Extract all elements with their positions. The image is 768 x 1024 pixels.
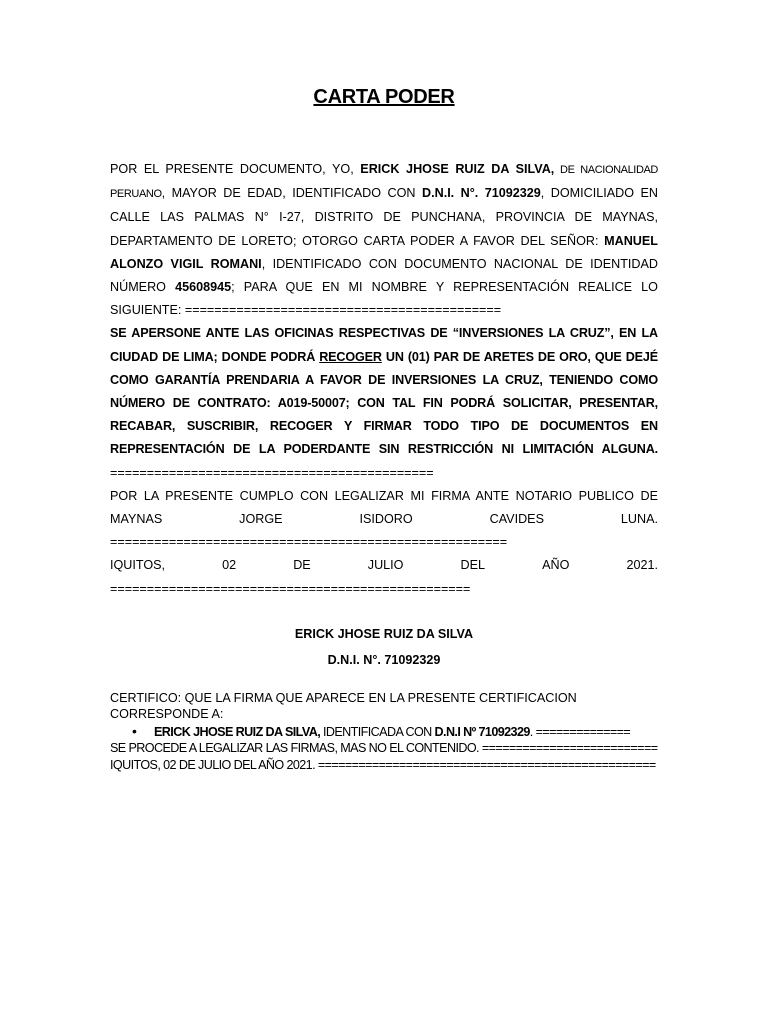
powers-fill: ============================================ [110, 465, 434, 480]
date-line [110, 554, 658, 577]
cert-statement: CERTIFICO: QUE LA FIRMA QUE APARECE EN LA PRESENTE CERTIFICACION CORRESPONDE A: [110, 691, 577, 722]
text-segment: IDENTIFICADA CON [320, 724, 435, 739]
grantor-name: ERICK JHOSE RUIZ DA SILVA, [360, 162, 555, 176]
powers-text: SE APERSONE ANTE LAS OFICINAS RESPECTIVAS DE “INVERSIONES LA CRUZ”, EN LA CIUDAD DE LIMA; DONDE PODRÁ [110, 326, 658, 364]
paragraph-legalization: POR LA PRESENTE CUMPLO CON LEGALIZAR MI FIRMA ANTE NOTARIO PUBLICO DE MAYNAS JORGE ISIDORO CAVIDES LUNA. ====================================================== [110, 488, 658, 550]
cert-name: ERICK JHOSE RUIZ DA SILVA, [154, 724, 321, 739]
document-title: CARTA PODER [313, 86, 455, 108]
agent-dni: 45608945 [175, 280, 232, 295]
agent-name: MANUEL ALONZO VIGIL ROMANI [110, 233, 658, 271]
date-word: AÑO [542, 558, 570, 573]
grantor-dni: D.N.I. N°. 71092329 [422, 186, 541, 201]
signature-name: ERICK JHOSE RUIZ DA SILVA [294, 627, 474, 641]
date-word: DEL [460, 558, 486, 573]
paragraph-powers [110, 322, 658, 484]
cert-procedure: SE PROCEDE A LEGALIZAR LAS FIRMAS, MAS NO EL CONTENIDO. ========================== [110, 741, 658, 756]
powers-underlined: RECOGER [319, 349, 382, 364]
date-word: 2021. [626, 558, 658, 573]
text-segment: ; PARA QUE EN MI NOMBRE Y REPRESENTACIÓN REALICE LO SIGUIENTE: =========================================== [110, 280, 658, 318]
signature-block [0, 621, 768, 673]
text-segment: . ============== [529, 724, 631, 739]
text-segment: , IDENTIFICADO CON DOCUMENTO NACIONAL DE IDENTIDAD NÚMERO [110, 256, 658, 295]
date-word: IQUITOS, [110, 558, 166, 573]
powers-text-continued: UN (01) PAR DE ARETES DE ORO, QUE DEJÉ COMO GARANTÍA PRENDARIA A FAVOR DE INVERSIONES LA CRUZ, TENIENDO COMO NÚMERO DE CONTRATO: A019-50007; CON TAL FIN PODRÁ SOLICITAR, PRESENTAR, RECABAR, SUSCRIBIR, RECOGER Y FIRMAR TODO TIPO DE DOCUMENTOS EN REPRESENTACIÓN DE LA PODERDANTE SIN RESTRICCIÓN NI LIMITACIÓN ALGUNA. [110, 349, 659, 457]
text-segment: POR EL PRESENTE DOCUMENTO, YO, [110, 162, 361, 176]
bullet-icon: • [132, 722, 137, 739]
date-word: DE [293, 558, 311, 573]
cert-date: IQUITOS, 02 DE JULIO DEL AÑO 2021. ================================================== [110, 757, 656, 772]
text-segment: , DOMICILIADO EN CALLE LAS PALMAS N° I-27, DISTRITO DE PUNCHANA, PROVINCIA DE MAYNAS, DEPARTAMENTO DE LORETO; OTORGO CARTA PODER A FAVOR DEL SEÑOR: [110, 186, 658, 248]
date-word: 02 [222, 558, 237, 573]
cert-bullet-item [110, 723, 658, 740]
paragraph-grantor [110, 158, 658, 322]
certification-block [110, 690, 658, 773]
signature-dni: D.N.I. N°. 71092329 [327, 653, 441, 667]
cert-dni: D.N.I Nº 71092329 [434, 724, 530, 739]
date-fill: ================================================= [110, 581, 471, 596]
grantor-nationality: DE NACIONALIDAD PERUANO [110, 164, 658, 201]
text-segment: , MAYOR DE EDAD, IDENTIFICADO CON [161, 186, 422, 201]
date-word: JULIO [367, 558, 404, 573]
document-body [110, 158, 658, 601]
